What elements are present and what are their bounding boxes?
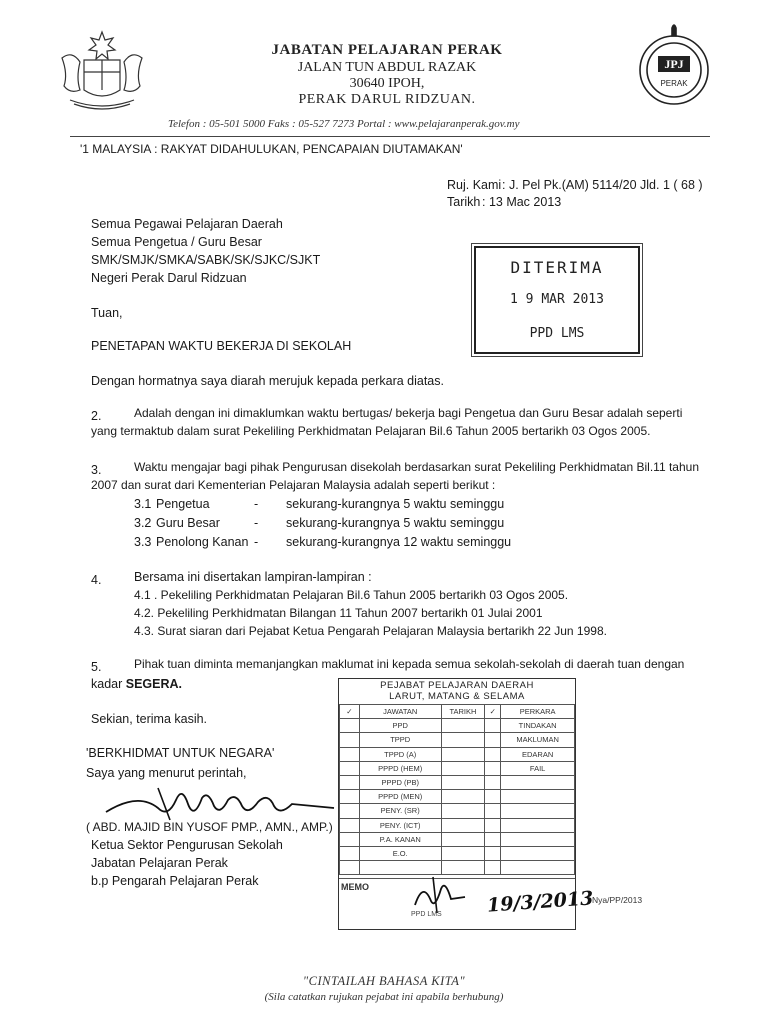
signatory-name: ( ABD. MAJID BIN YUSOF PMP., AMN., AMP.)	[86, 820, 333, 834]
p5-line-2	[91, 677, 182, 691]
perkara-cell	[501, 846, 575, 860]
subject: PENETAPAN WAKTU BEKERJA DI SEKOLAH	[91, 339, 352, 353]
jawatan-cell: PENY. (SR)	[359, 804, 441, 818]
p4-item: 4.3. Surat siaran dari Pejabat Ketua Pengarah Pelajaran Malaysia bertarikh 22 Jun 1998.	[134, 624, 607, 638]
date-label: Tarikh	[447, 195, 481, 209]
stamp-date: 1 9 MAR 2013	[510, 292, 604, 307]
p3-line-2: 2007 dan surat dari Kementerian Pelajaran Malaysia adalah seperti berikut :	[91, 478, 496, 492]
stamp-title: DITERIMA	[510, 258, 604, 277]
table-row	[340, 761, 575, 775]
memo-label: MEMO	[341, 882, 369, 892]
p3-item-dash: -	[254, 516, 259, 530]
p2-line-2: yang termaktub dalam surat Pekeliling Perkhidmatan Pelajaran Bil.6 Tahun 2005 bertarikh 03 Ogos 2005.	[91, 424, 651, 438]
p4-number: 4.	[91, 573, 102, 587]
p5-number: 5.	[91, 660, 102, 674]
table-row	[340, 804, 575, 818]
salutation: Tuan,	[91, 306, 123, 320]
routing-header-row	[340, 705, 575, 719]
table-row	[340, 733, 575, 747]
p4-item: 4.1 . Pekeliling Perkhidmatan Pelajaran Bil.6 Tahun 2005 bertarikh 03 Ogos 2005.	[134, 588, 569, 602]
p3-item-no: 3.2	[134, 516, 152, 530]
org-name: JABATAN PELAJARAN PERAK	[271, 42, 503, 58]
table-row	[340, 818, 575, 832]
p5-line-2-text: kadar	[91, 677, 126, 691]
motto: 'BERKHIDMAT UNTUK NEGARA'	[86, 746, 275, 760]
p3-item-text: sekurang-kurangnya 5 waktu seminggu	[286, 516, 505, 530]
reference-code: Nya/PP/2013	[592, 895, 643, 905]
jawatan-cell: PPD	[359, 719, 441, 733]
routing-title-2: LARUT, MATANG & SELAMA	[389, 691, 525, 702]
p3-item-no: 3.1	[134, 497, 152, 511]
ref-value: : J. Pel Pk.(AM) 5114/20 Jld. 1 ( 68 )	[502, 178, 703, 192]
perkara-cell	[501, 832, 575, 846]
initials-handwriting	[409, 875, 469, 915]
jawatan-cell: P.A. KANAN	[359, 832, 441, 846]
col-check: ✓	[340, 705, 360, 719]
table-row	[340, 747, 575, 761]
ref-label: Ruj. Kami	[447, 178, 502, 192]
table-row	[340, 775, 575, 789]
perkara-cell	[501, 804, 575, 818]
p3-number: 3.	[91, 463, 102, 477]
opening: Dengan hormatnya saya diarah merujuk kepada perkara diatas.	[91, 374, 444, 388]
perkara-cell: TINDAKAN	[501, 719, 575, 733]
col-tarikh: TARIKH	[441, 705, 485, 719]
p3-item-role: Guru Besar	[156, 516, 220, 530]
recipient-line-1: Semua Pegawai Pelajaran Daerah	[91, 217, 283, 231]
footer-note: (Sila catatkan rujukan pejabat ini apabila berhubung)	[264, 991, 504, 1003]
recipient-line-2: Semua Pengetua / Guru Besar	[91, 235, 262, 249]
p3-item-text: sekurang-kurangnya 5 waktu seminggu	[286, 497, 505, 511]
date-value: : 13 Mac 2013	[482, 195, 562, 209]
p3-item-dash: -	[254, 535, 259, 549]
jawatan-cell: TPPD (A)	[359, 747, 441, 761]
perkara-cell: FAIL	[501, 761, 575, 775]
contact-info: Telefon : 05-501 5000 Faks : 05-527 7273 Portal : www.pelajaranperak.gov.my	[168, 118, 520, 130]
p3-line-1: Waktu mengajar bagi pihak Pengurusan disekolah berdasarkan surat Pekeliling Perkhidmatan Bil.11 tahun	[134, 460, 700, 474]
col-check-2: ✓	[485, 705, 501, 719]
footer-motto: "CINTAILAH BAHASA KITA"	[302, 974, 466, 988]
table-row	[340, 719, 575, 733]
header-rule	[70, 136, 710, 137]
perkara-cell: EDARAN	[501, 747, 575, 761]
signatory-title-1: Ketua Sektor Pengurusan Sekolah	[91, 838, 283, 852]
p3-item-dash: -	[254, 497, 259, 511]
p5-urgent: SEGERA.	[125, 677, 183, 691]
jawatan-cell: PENY. (ICT)	[359, 818, 441, 832]
recipient-line-3: SMK/SMJK/SMKA/SABK/SK/SJKC/SJKT	[91, 253, 321, 267]
routing-title-1: PEJABAT PELAJARAN DAERAH	[380, 680, 534, 691]
table-row	[340, 832, 575, 846]
p3-item-role: Pengetua	[156, 497, 210, 511]
stamp-office: PPD LMS	[529, 326, 585, 341]
jawatan-cell: E.O.	[359, 846, 441, 860]
svg-text:JPJ: JPJ	[664, 57, 684, 71]
p4-line-1: Bersama ini disertakan lampiran-lampiran :	[134, 570, 372, 584]
perkara-cell	[501, 775, 575, 789]
perkara-cell	[501, 861, 575, 875]
order-line: Saya yang menurut perintah,	[86, 766, 247, 780]
jpn-perak-logo	[636, 22, 712, 108]
address-line-3: PERAK DARUL RIDZUAN.	[298, 92, 476, 107]
col-jawatan: JAWATAN	[359, 705, 441, 719]
perkara-cell: MAKLUMAN	[501, 733, 575, 747]
jawatan-cell	[359, 861, 441, 875]
p3-item-no: 3.3	[134, 535, 152, 549]
p2-number: 2.	[91, 409, 102, 423]
table-row	[340, 790, 575, 804]
routing-small-note: PPD LMS	[411, 911, 442, 918]
p2-line-1: Adalah dengan ini dimaklumkan waktu bertugas/ bekerja bagi Pengetua dan Guru Besar adalah seperti	[134, 406, 683, 420]
handwritten-date: 19/3/2013	[486, 887, 595, 917]
recipient-line-4: Negeri Perak Darul Ridzuan	[91, 271, 247, 285]
col-perkara: PERKARA	[501, 705, 575, 719]
p4-item: 4.2. Pekeliling Perkhidmatan Bilangan 11 Tahun 2007 bertarikh 01 Julai 2001	[134, 606, 543, 620]
routing-box	[338, 678, 595, 930]
routing-table	[339, 704, 575, 875]
signatory-title-3: b.p Pengarah Pelajaran Perak	[91, 874, 259, 888]
logo-label: PERAK	[660, 79, 688, 88]
slogan: '1 MALAYSIA : RAKYAT DIDAHULUKAN, PENCAPAIAN DIUTAMAKAN'	[80, 142, 463, 156]
coat-of-arms-logo	[52, 28, 152, 114]
address-line-2: 30640 IPOH,	[349, 76, 425, 91]
jawatan-cell: PPPD (MEN)	[359, 790, 441, 804]
p5-line-1: Pihak tuan diminta memanjangkan maklumat ini kepada semua sekolah-sekolah di daerah tuan dengan	[134, 657, 685, 671]
perkara-cell	[501, 818, 575, 832]
p3-item-text: sekurang-kurangnya 12 waktu seminggu	[286, 535, 512, 549]
jawatan-cell: PPPD (PB)	[359, 775, 441, 789]
p3-item-role: Penolong Kanan	[156, 535, 249, 549]
jawatan-cell: PPPD (HEM)	[359, 761, 441, 775]
thanks: Sekian, terima kasih.	[91, 712, 208, 726]
received-stamp	[474, 246, 640, 354]
table-row	[340, 846, 575, 860]
table-row	[340, 861, 575, 875]
address-line-1: JALAN TUN ABDUL RAZAK	[297, 60, 477, 75]
signatory-title-2: Jabatan Pelajaran Perak	[91, 856, 228, 870]
perkara-cell	[501, 790, 575, 804]
jawatan-cell: TPPD	[359, 733, 441, 747]
